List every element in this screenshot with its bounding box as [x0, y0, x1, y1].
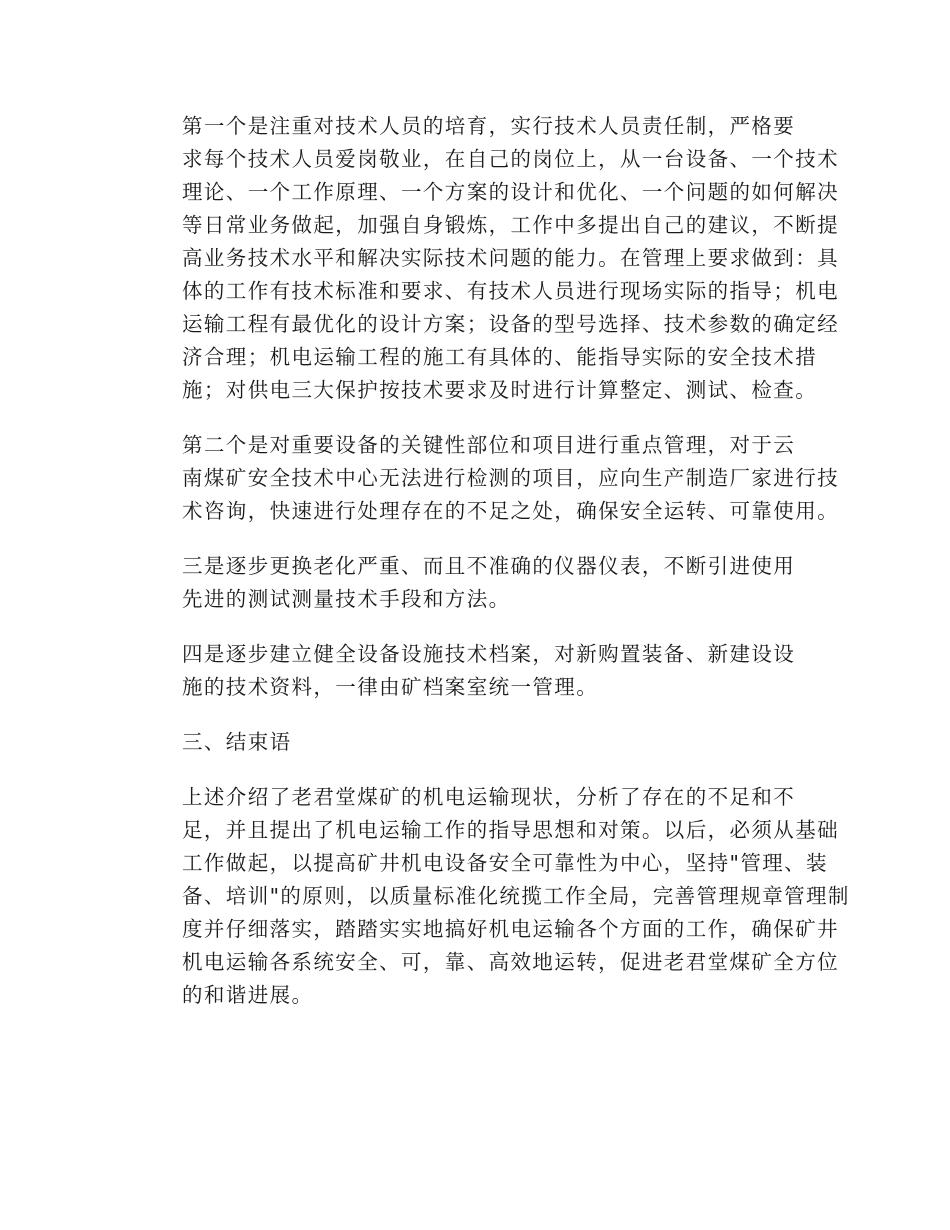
text-line: 机电运输各系统安全、可，靠、高效地运转，促进老君堂煤矿全方位 — [182, 950, 839, 974]
paragraph-key-equipment-management — [141, 429, 839, 528]
text-line: 第二个是对重要设备的关键性部位和项目进行重点管理，对于云 — [182, 433, 796, 457]
text-line: 施；对供电三大保护按技术要求及时进行计算整定、测试、检查。 — [182, 378, 818, 402]
text-line: 足，并且提出了机电运输工作的指导思想和对策。以后，必须从基础 — [182, 818, 839, 842]
text-line: 先进的测试测量技术手段和方法。 — [182, 587, 511, 611]
text-line: 等日常业务做起，加强自身锻炼，工作中多提出自己的建议，不断提 — [182, 213, 839, 237]
text-line: 济合理；机电运输工程的施工有具体的、能指导实际的安全技术措 — [182, 345, 818, 369]
paragraph-technical-archives — [141, 638, 809, 704]
text-line: 理论、一个工作原理、一个方案的设计和优化、一个问题的如何解决 — [182, 180, 839, 204]
section-heading-conclusion — [141, 726, 809, 759]
text-line: 三是逐步更换老化严重、而且不准确的仪器仪表，不断引进使用 — [182, 554, 796, 578]
text-line: 的和谐进展。 — [182, 983, 314, 1007]
text-line: 度并仔细落实，踏踏实实地搞好机电运输各个方面的工作，确保矿井 — [182, 917, 839, 941]
document-body — [141, 110, 850, 1012]
text-line: 施的技术资料，一律由矿档案室统一管理。 — [182, 675, 599, 699]
text-line: 上述介绍了老君堂煤矿的机电运输现状，分析了存在的不足和不 — [182, 785, 796, 809]
paragraph-technical-staff-training — [141, 110, 839, 407]
paragraph-instrument-replacement — [141, 550, 809, 616]
text-line: 工作做起，以提高矿井机电设备安全可靠性为中心，坚持"管理、装 — [182, 851, 828, 875]
text-line: 高业务技术水平和解决实际技术问题的能力。在管理上要求做到：具 — [182, 246, 839, 270]
paragraph-conclusion — [141, 781, 850, 1012]
text-line: 备、培训"的原则，以质量标准化统揽工作全局，完善管理规章管理制 — [182, 884, 850, 908]
text-line: 运输工程有最优化的设计方案；设备的型号选择、技术参数的确定经 — [182, 312, 839, 336]
heading-text: 三、结束语 — [182, 730, 292, 754]
text-line: 求每个技术人员爱岗敬业，在自己的岗位上，从一台设备、一个技术 — [182, 147, 839, 171]
text-line: 体的工作有技术标准和要求、有技术人员进行现场实际的指导；机电 — [182, 279, 839, 303]
text-line: 第一个是注重对技术人员的培育，实行技术人员责任制，严格要 — [182, 114, 796, 138]
text-line: 术咨询，快速进行处理存在的不足之处，确保安全运转、可靠使用。 — [182, 499, 839, 523]
text-line: 南煤矿安全技术中心无法进行检测的项目，应向生产制造厂家进行技 — [182, 466, 839, 490]
text-line: 四是逐步建立健全设备设施技术档案，对新购置装备、新建设设 — [182, 642, 796, 666]
